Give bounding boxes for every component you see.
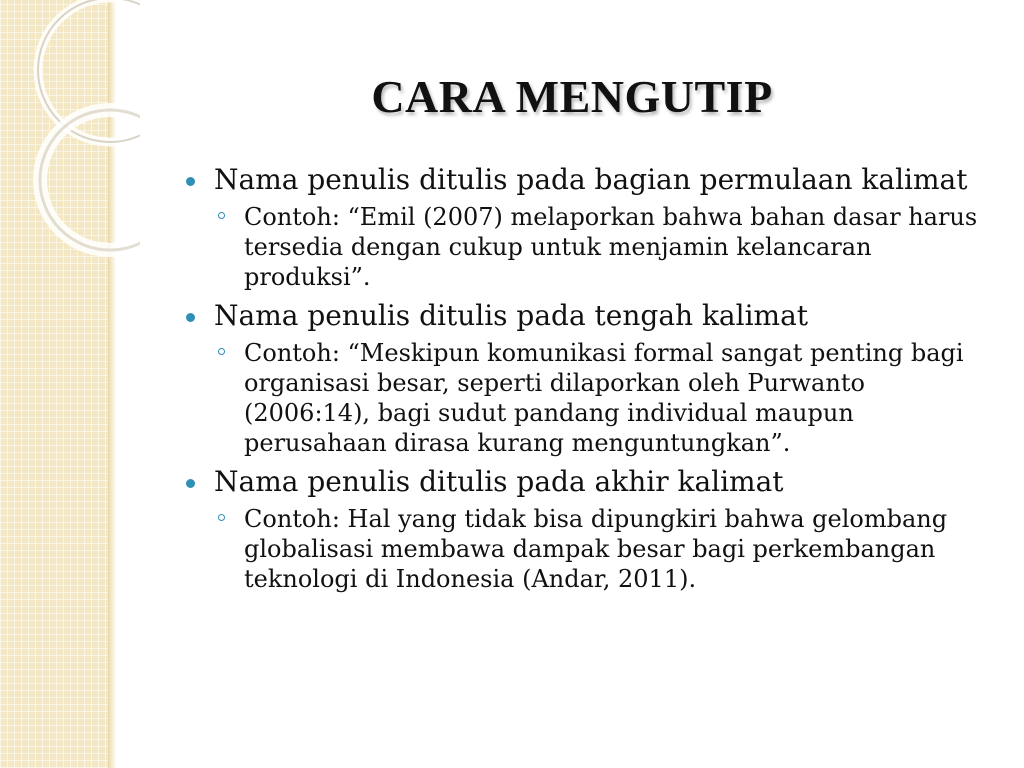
sub-bullet-ring-icon [218, 514, 225, 521]
sub-bullet-item [178, 338, 998, 458]
bullet-item [178, 300, 998, 332]
sub-bullet-item [178, 202, 998, 292]
decorative-rings [0, 0, 140, 260]
sub-bullet-text: Contoh: “Emil (2007) melaporkan bahwa bahan dasar harus tersedia dengan cukup untuk menjamin kelancaran produksi”. [244, 203, 978, 291]
bullet-list [178, 164, 998, 602]
sub-bullet-ring-icon [218, 348, 225, 355]
bullet-dot-icon [186, 479, 195, 488]
bullet-dot-icon [186, 313, 195, 322]
sub-bullet-item [178, 504, 998, 594]
ring-lower [40, 110, 140, 250]
bullet-dot-icon [186, 177, 195, 186]
sub-bullet-ring-icon [218, 212, 225, 219]
sub-bullet-text: Contoh: “Meskipun komunikasi formal sangat penting bagi organisasi besar, seperti dilaporkan oleh Purwanto (2006:14), bagi sudut pandang individual maupun perusahaan dirasa kurang menguntungkan”. [244, 339, 964, 457]
bullet-item [178, 164, 998, 196]
bullet-text: Nama penulis ditulis pada bagian permulaan kalimat [214, 163, 968, 196]
sub-bullet-text: Contoh: Hal yang tidak bisa dipungkiri bahwa gelombang globalisasi membawa dampak besar bagi perkembangan teknologi di Indonesia (Andar, 2011). [244, 505, 948, 593]
bullet-item [178, 466, 998, 498]
slide-title: CARA MENGUTIP [371, 71, 773, 122]
bullet-text: Nama penulis ditulis pada tengah kalimat [214, 299, 809, 332]
bullet-text: Nama penulis ditulis pada akhir kalimat [214, 465, 784, 498]
